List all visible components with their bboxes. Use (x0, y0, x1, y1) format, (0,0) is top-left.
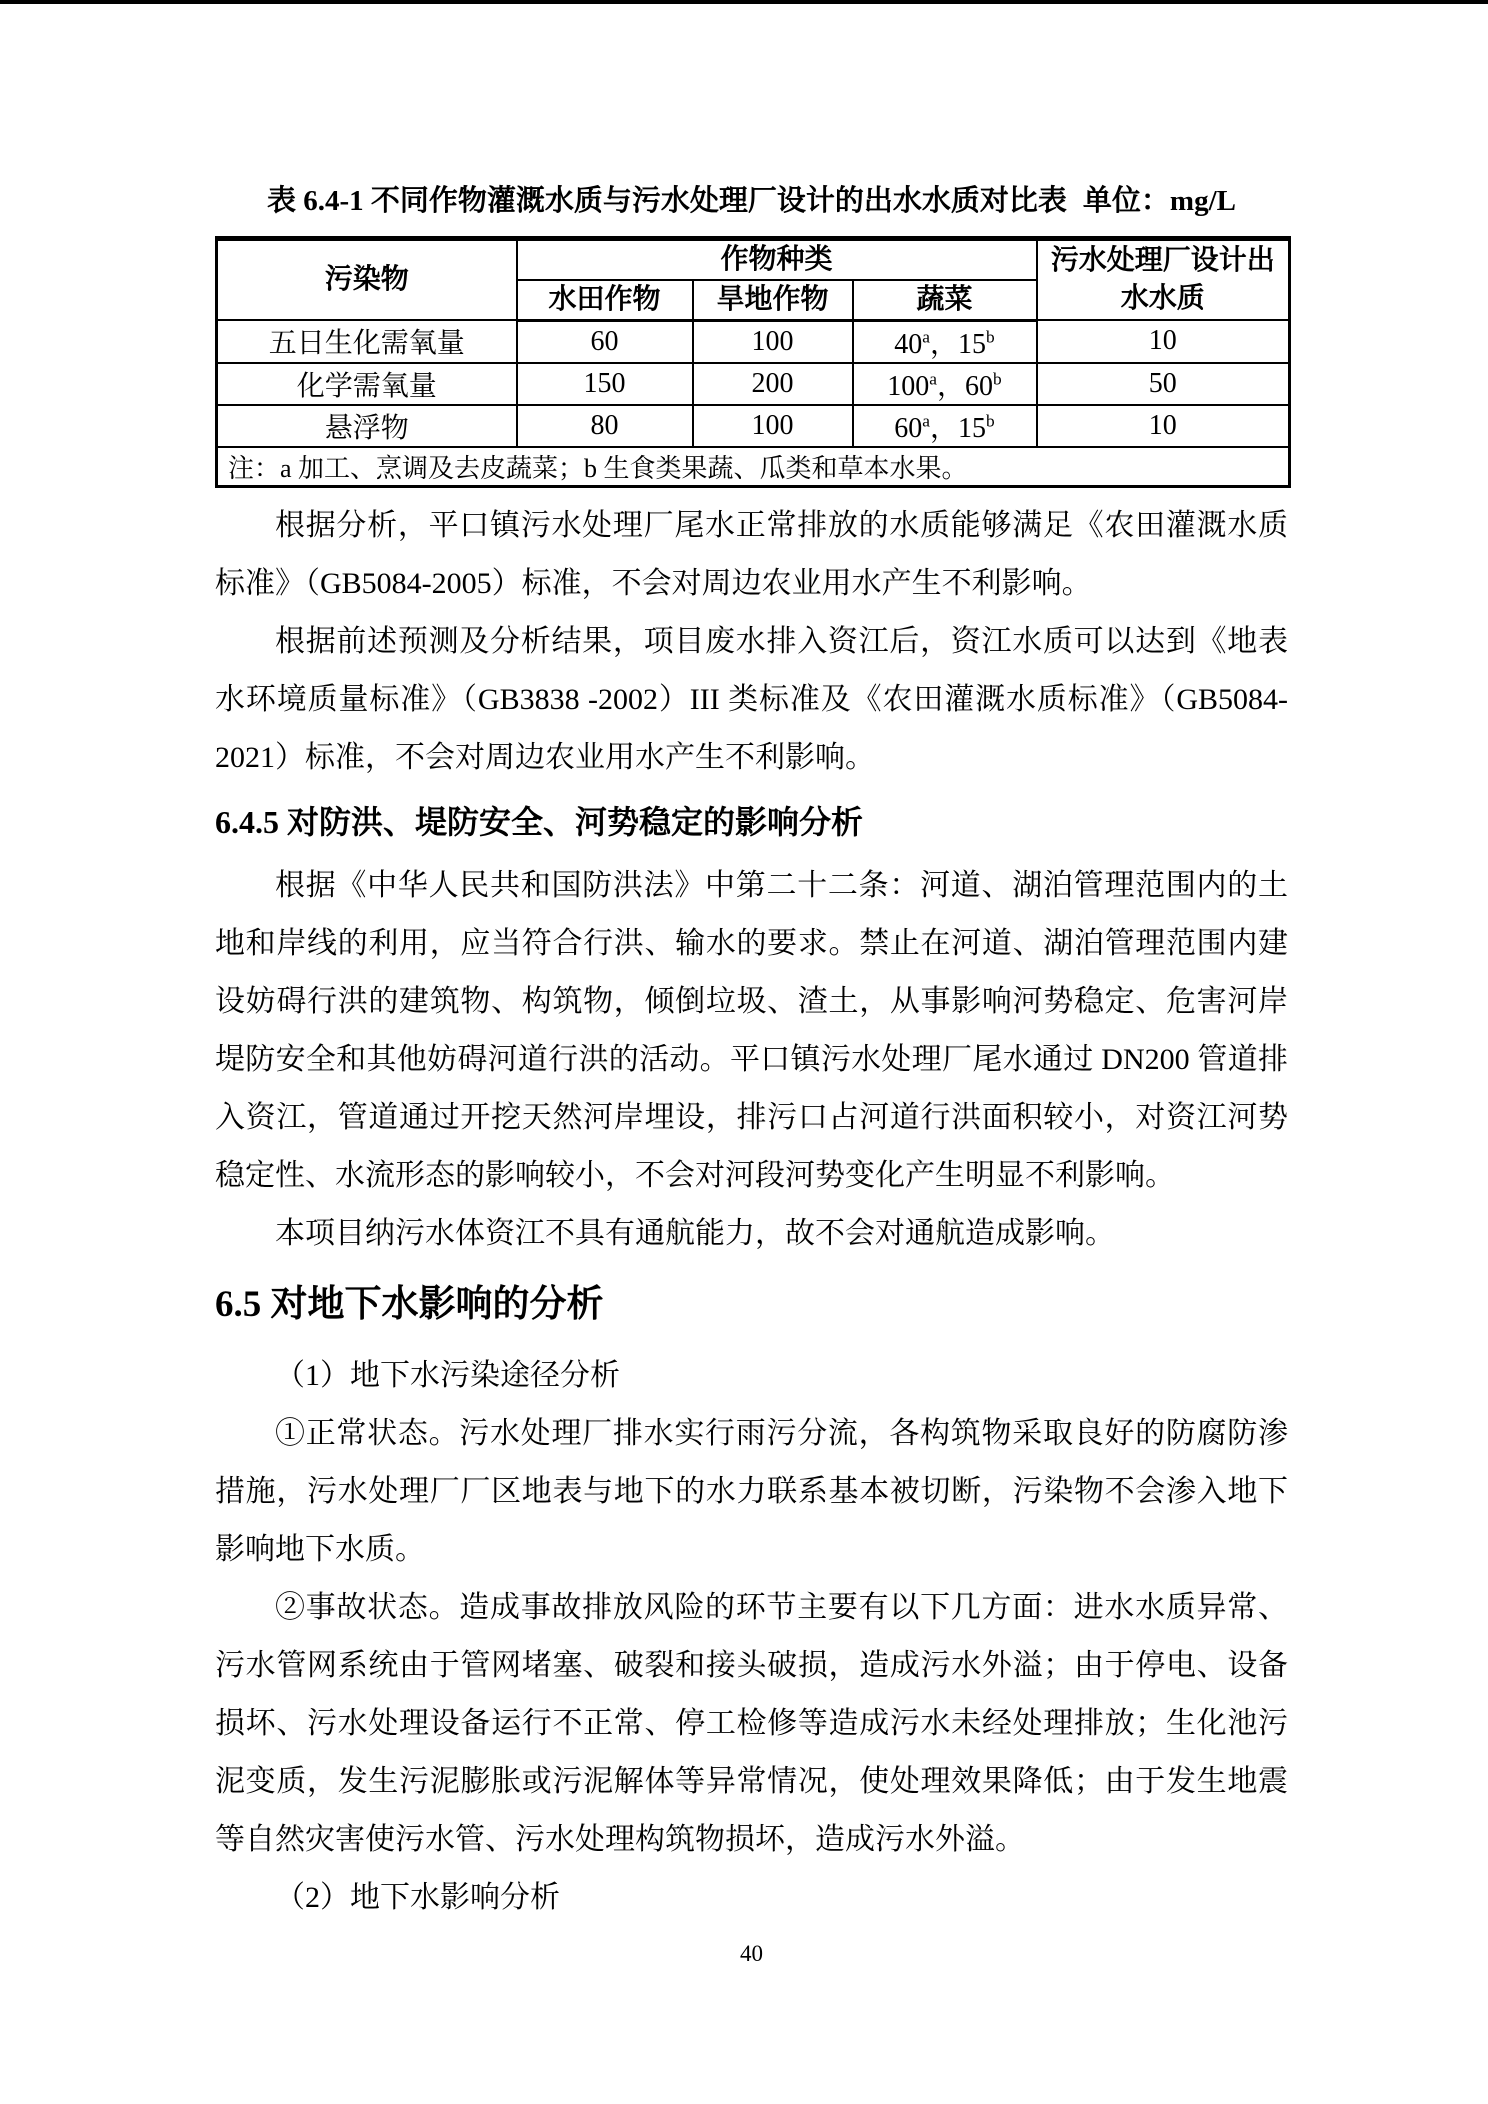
header-paddy-crops: 水田作物 (517, 280, 693, 320)
document-page (215, 0, 1288, 1971)
veg-separator: ， (930, 412, 959, 444)
veg-value-1: 100 (887, 370, 930, 402)
paragraph-normal-state: ①正常状态。污水处理厂排水实行雨污分流，各构筑物采取良好的防腐防渗措施，污水处理厂厂区地表与地下的水力联系基本被切断，污染物不会渗入地下影响地下水质。 (215, 1417, 1288, 1567)
veg-superscript-a: a (922, 327, 931, 347)
heading-6-5: 6.5 对地下水影响的分析 (215, 1284, 604, 1326)
paragraph-flood-control-law: 根据《中华人民共和国防洪法》中第二十二条：河道、湖泊管理范围内的土地和岸线的利用，应当符合行洪、输水的要求。禁止在河道、湖泊管理范围内建设妨碍行洪的建筑物、构筑物，倾倒垃圾、渣土，从事影响河势稳定、危害河岸堤防安全和其他妨碍河道行洪的活动。平口镇污水处理厂尾水通过 DN200 管道排入资江，管道通过开挖天然河岸埋设，排污口占河道行洪面积较小，对资江河势稳定性、水流形态的影响较小，不会对河段河势变化产生明显不利影响。 (215, 869, 1288, 1193)
cell-design: 10 (1037, 320, 1290, 363)
table-header-row-1 (217, 239, 1290, 280)
table-row-cod (217, 363, 1290, 405)
table-caption-text: 表 6.4-1 不同作物灌溉水质与污水处理厂设计的出水水质对比表 (267, 185, 1067, 217)
water-quality-comparison-table (215, 236, 1291, 488)
table-caption-unit: 单位：mg/L (1082, 185, 1236, 217)
veg-value-2: 15 (958, 328, 987, 360)
veg-superscript-b: b (986, 327, 995, 347)
cell-paddy: 80 (517, 405, 693, 447)
veg-value-1: 40 (894, 328, 923, 360)
veg-superscript-a: a (929, 369, 938, 389)
cell-dry: 200 (693, 363, 853, 405)
veg-superscript-b: b (993, 369, 1002, 389)
paragraph-navigation: 本项目纳污水体资江不具有通航能力，故不会对通航造成影响。 (275, 1217, 1115, 1251)
veg-separator: ， (937, 370, 966, 402)
header-pollutant: 污染物 (217, 239, 517, 321)
cell-dry: 100 (693, 320, 853, 363)
cell-design: 10 (1037, 405, 1290, 447)
paragraph-irrigation-standard: 根据分析，平口镇污水处理厂尾水正常排放的水质能够满足《农田灌溉水质标准》（GB5084-2005）标准，不会对周边农业用水产生不利影响。 (215, 509, 1288, 601)
paragraph-surface-water-standard: 根据前述预测及分析结果，项目废水排入资江后，资江水质可以达到《地表水环境质量标准》（GB3838 -2002）III 类标准及《农田灌溉水质标准》（GB5084-2021）标准，不会对周边农业用水产生不利影响。 (215, 625, 1288, 775)
veg-superscript-b: b (986, 411, 995, 431)
header-design-effluent: 污水处理厂设计出水水质 (1037, 239, 1290, 321)
table-row-ss (217, 405, 1290, 447)
page-number: 40 (740, 1941, 763, 1967)
cell-veg (853, 363, 1037, 405)
table-caption (215, 0, 1288, 218)
veg-value-2: 60 (965, 370, 994, 402)
cell-dry: 100 (693, 405, 853, 447)
header-dryland-crops: 旱地作物 (693, 280, 853, 320)
table-row-bod5 (217, 320, 1290, 363)
veg-value-1: 60 (894, 412, 923, 444)
cell-pollutant: 悬浮物 (217, 405, 517, 447)
paragraph-groundwater-impact-title: （2）地下水影响分析 (275, 1881, 560, 1915)
heading-6-4-5: 6.4.5 对防洪、堤防安全、河势稳定的影响分析 (215, 804, 864, 841)
cell-veg (853, 320, 1037, 363)
veg-separator: ， (930, 328, 959, 360)
cell-design: 50 (1037, 363, 1290, 405)
header-vegetables: 蔬菜 (853, 280, 1037, 320)
cell-pollutant: 化学需氧量 (217, 363, 517, 405)
paragraph-accident-state: ②事故状态。造成事故排放风险的环节主要有以下几方面：进水水质异常、污水管网系统由于管网堵塞、破裂和接头破损，造成污水外溢；由于停电、设备损坏、污水处理设备运行不正常、停工检修等造成污水未经处理排放；生化池污泥变质，发生污泥膨胀或污泥解体等异常情况，使处理效果降低；由于发生地震等自然灾害使污水管、污水处理构筑物损坏，造成污水外溢。 (215, 1591, 1288, 1857)
table-note: 注：a 加工、烹调及去皮蔬菜；b 生食类果蔬、瓜类和草本水果。 (217, 447, 1290, 487)
cell-paddy: 150 (517, 363, 693, 405)
header-crop-type: 作物种类 (517, 239, 1037, 280)
paragraph-groundwater-pathway-title: （1）地下水污染途径分析 (275, 1359, 620, 1393)
veg-superscript-a: a (922, 411, 931, 431)
cell-veg (853, 405, 1037, 447)
cell-paddy: 60 (517, 320, 693, 363)
veg-value-2: 15 (958, 412, 987, 444)
table-note-row (217, 447, 1290, 487)
cell-pollutant: 五日生化需氧量 (217, 320, 517, 363)
